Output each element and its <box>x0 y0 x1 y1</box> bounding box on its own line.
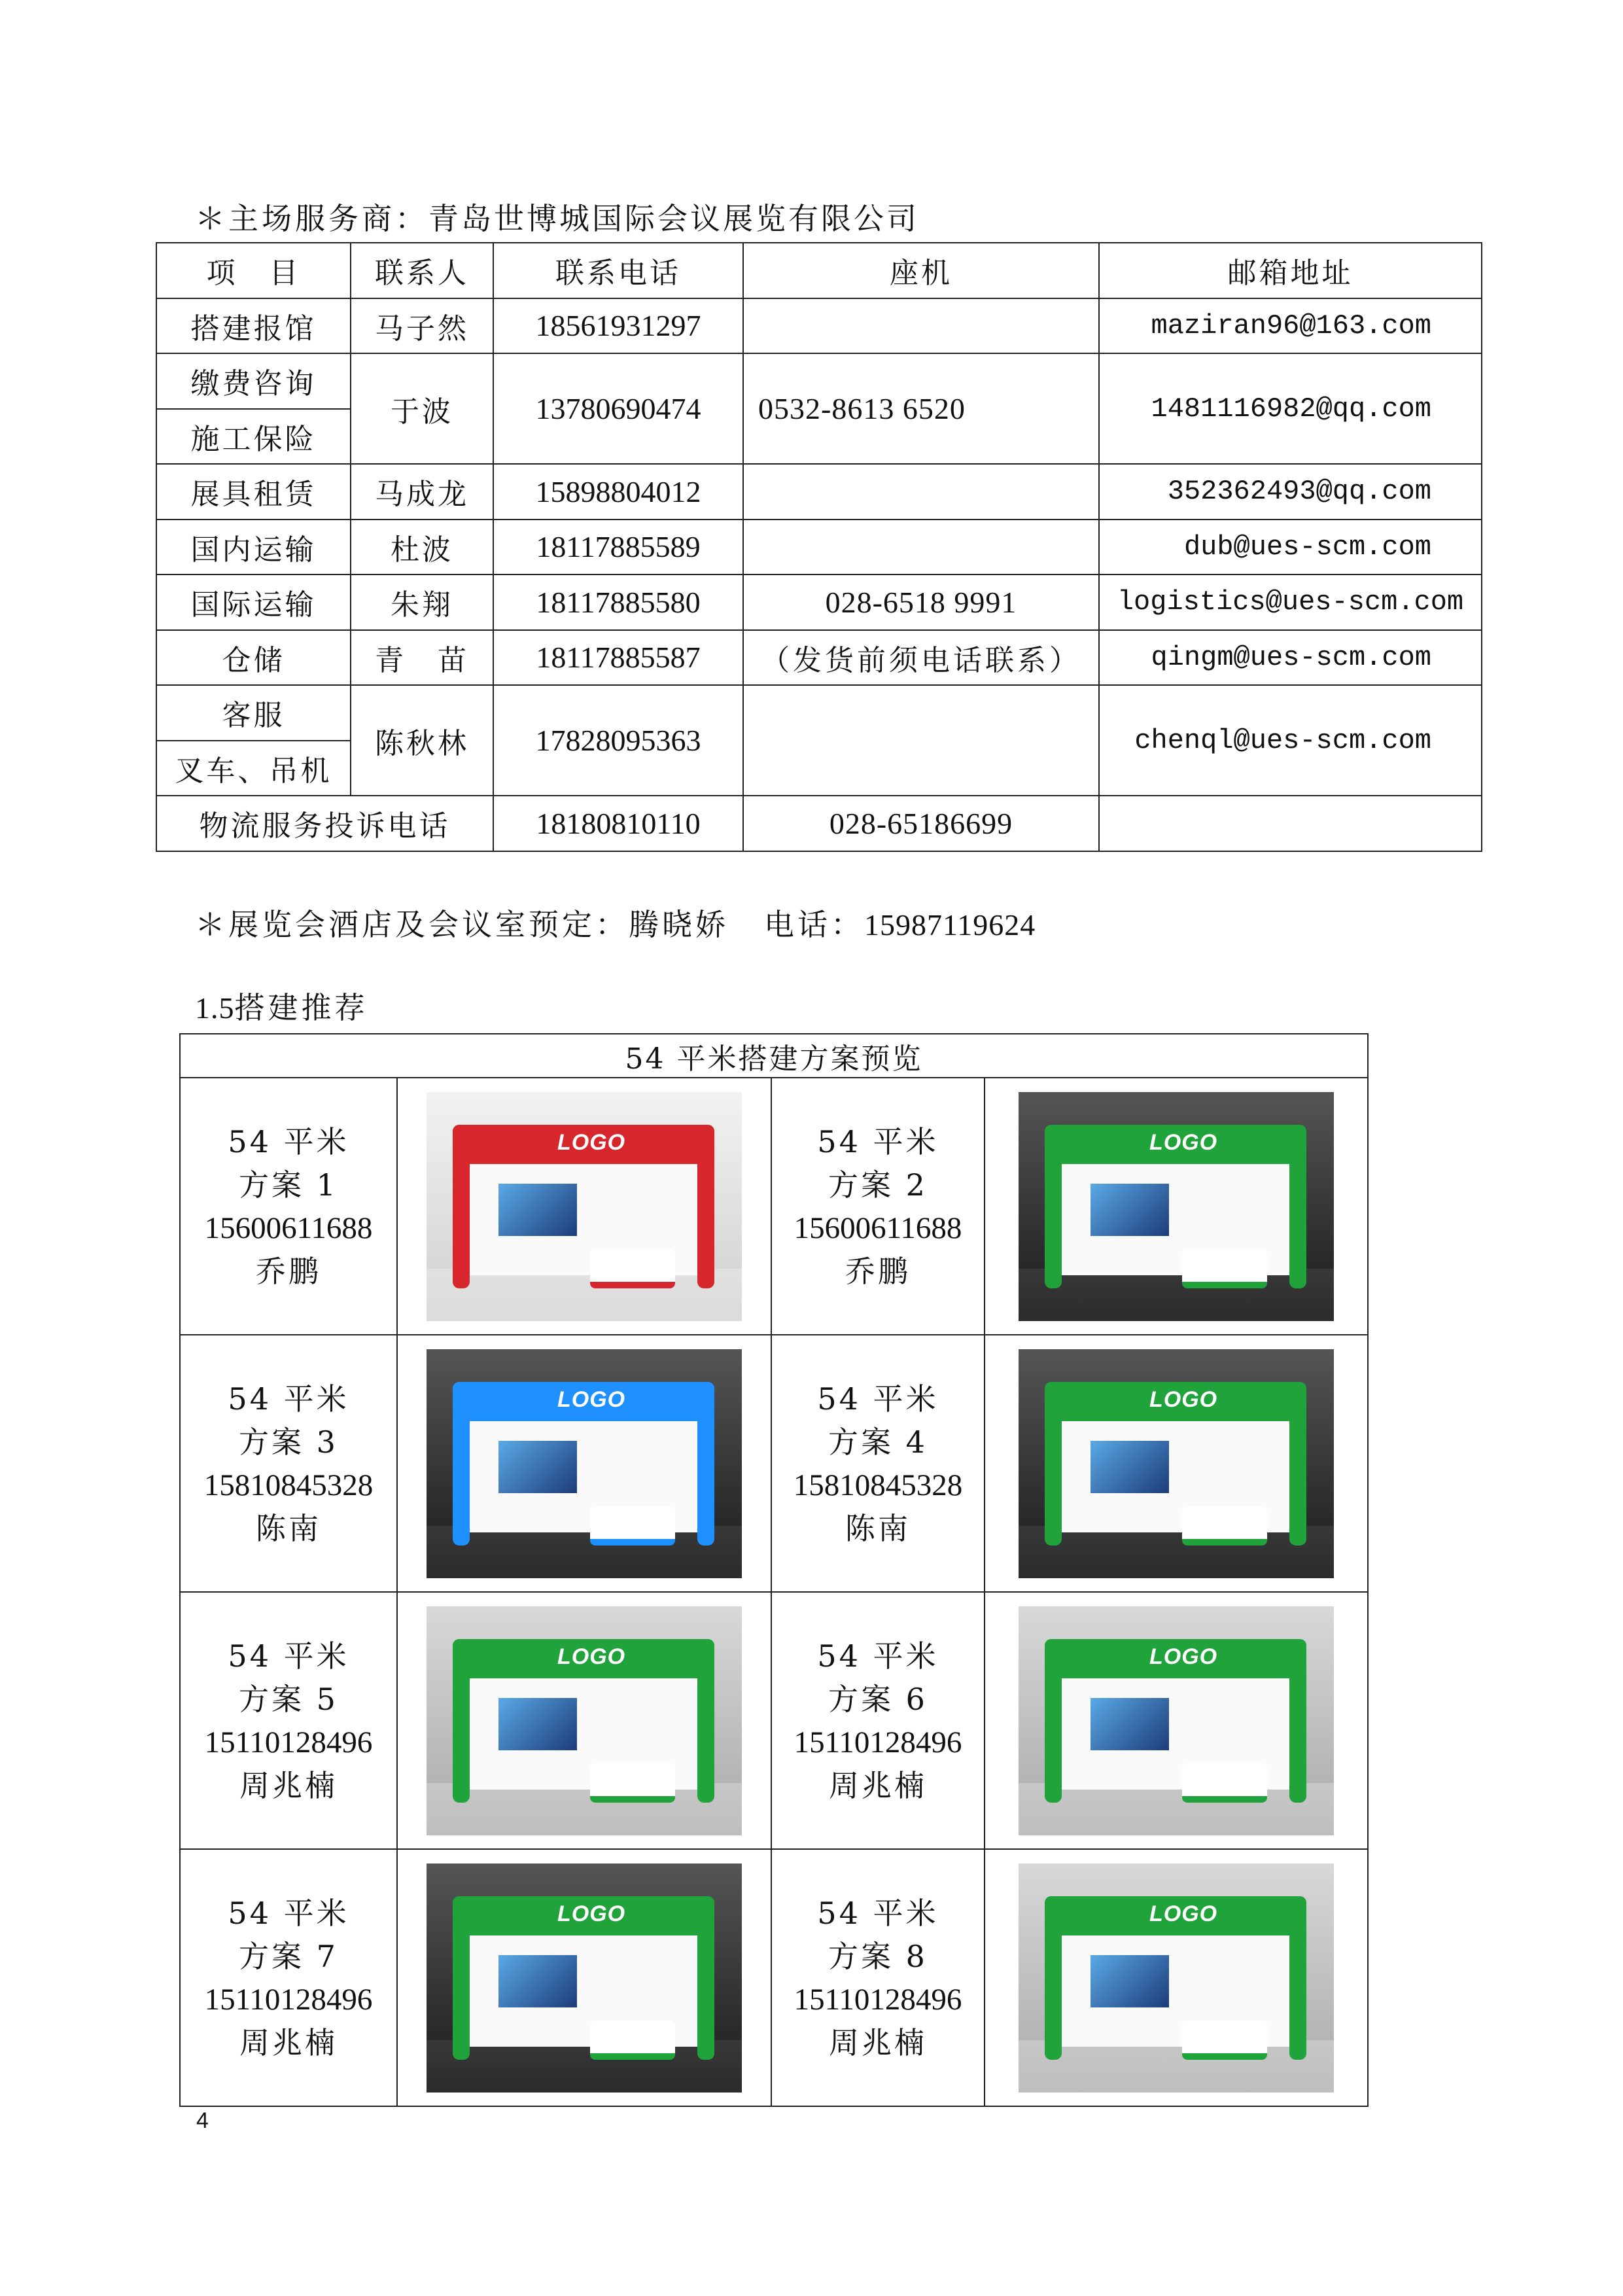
booth-render-image <box>427 1863 742 2093</box>
plan-plan: 方案 1 <box>239 1167 338 1203</box>
table-row <box>156 574 1482 630</box>
booth-pillar <box>1045 1125 1062 1288</box>
booth-reception-desk <box>590 2021 675 2060</box>
person-cell: 青 苗 <box>351 630 493 686</box>
plan-plan: 方案 3 <box>239 1424 338 1460</box>
booth-screen <box>1091 1698 1169 1750</box>
person-cell: 杜波 <box>351 520 493 575</box>
landline-cell <box>743 685 1099 796</box>
booth-logo: LOGO <box>557 1386 626 1412</box>
booth-render-image <box>1019 1092 1334 1321</box>
phone-cell: 15898804012 <box>493 464 743 520</box>
plan-plan: 方案 2 <box>828 1167 928 1203</box>
plan-render-cell <box>397 1592 771 1849</box>
table-row <box>156 353 1482 409</box>
bullet: ＊ <box>195 907 228 942</box>
plan-name: 乔鹏 <box>256 1253 321 1289</box>
phone-cell: 17828095363 <box>493 685 743 796</box>
hotel-label: 展览会酒店及会议室预定： <box>228 907 629 942</box>
booth-pillar <box>453 1639 470 1803</box>
plan-info-cell <box>180 1849 397 2106</box>
plan-info-cell <box>180 1592 397 1849</box>
header-phone: 联系电话 <box>493 243 743 298</box>
phone-cell: 18117885580 <box>493 574 743 630</box>
table-row <box>180 1592 1368 1849</box>
plan-info-cell <box>771 1592 985 1849</box>
plan-plan: 方案 6 <box>828 1681 928 1717</box>
email-cell: logistics@ues-scm.com <box>1099 574 1482 630</box>
plan-size: 54 平米 <box>228 1381 349 1417</box>
booth-screen <box>498 1441 577 1493</box>
table-row <box>156 520 1482 575</box>
build-plan-table <box>179 1033 1369 2107</box>
booth-floor <box>1019 1783 1334 1835</box>
phone-cell: 18180810110 <box>493 796 743 851</box>
plan-plan: 方案 8 <box>828 1938 928 1974</box>
booth-logo: LOGO <box>1149 1644 1218 1669</box>
phone-cell: 18561931297 <box>493 298 743 354</box>
booth-floor <box>427 1269 742 1321</box>
landline-note-cell: （发货前须电话联系） <box>743 630 1099 686</box>
booth-reception-desk <box>1182 1506 1267 1545</box>
booth-reception-desk <box>1182 1763 1267 1803</box>
booth-reception-desk <box>1182 1249 1267 1288</box>
service-label: 主场服务商： <box>228 201 428 236</box>
item-cell: 国际运输 <box>156 574 351 630</box>
landline-cell: 028-6518 9991 <box>743 574 1099 630</box>
plan-render-cell <box>397 1078 771 1335</box>
service-provider-heading <box>195 200 919 237</box>
bullet: ＊ <box>195 201 228 236</box>
plan-name: 周兆楠 <box>239 1767 338 1803</box>
item-cell: 展具租赁 <box>156 464 351 520</box>
landline-cell <box>743 298 1099 354</box>
landline-cell: 0532-8613 6520 <box>743 353 1099 464</box>
plan-info-cell <box>771 1335 985 1592</box>
booth-pillar <box>1289 1382 1306 1545</box>
booth-screen <box>498 1184 577 1236</box>
booth-pillar <box>697 1125 714 1288</box>
booth-reception-desk <box>590 1763 675 1803</box>
plan-name: 陈南 <box>845 1510 911 1546</box>
booth-pillar <box>697 1639 714 1803</box>
section-number: 1.5 <box>195 991 235 1025</box>
header-email: 邮箱地址 <box>1099 243 1482 298</box>
person-cell: 朱翔 <box>351 574 493 630</box>
header-landline: 座机 <box>743 243 1099 298</box>
booth-pillar <box>1045 1639 1062 1803</box>
booth-floor <box>1019 1269 1334 1321</box>
booth-pillar <box>453 1896 470 2060</box>
plan-name: 周兆楠 <box>829 1767 927 1803</box>
booth-reception-desk <box>1182 2021 1267 2060</box>
email-cell <box>1099 796 1482 851</box>
booth-screen <box>498 1955 577 2007</box>
booth-floor <box>1019 1526 1334 1578</box>
plan-info-cell <box>180 1078 397 1335</box>
booth-logo: LOGO <box>557 1644 626 1669</box>
plan-render-cell <box>985 1849 1368 2106</box>
plan-render-cell <box>397 1849 771 2106</box>
booth-reception-desk <box>590 1249 675 1288</box>
section-title: 搭建推荐 <box>234 990 368 1025</box>
booth-screen <box>1091 1441 1169 1493</box>
table-row <box>156 464 1482 520</box>
plan-size: 54 平米 <box>817 1123 939 1159</box>
hotel-phone-label: 电话： <box>764 907 864 942</box>
plan-info-cell <box>771 1078 985 1335</box>
email-cell: 1481116982@qq.com <box>1099 353 1482 464</box>
booth-pillar <box>1289 1125 1306 1288</box>
booth-pillar <box>1045 1382 1062 1545</box>
booth-pillar <box>697 1382 714 1545</box>
plan-size: 54 平米 <box>228 1638 349 1674</box>
plan-info-cell <box>771 1849 985 2106</box>
item-cell: 仓储 <box>156 630 351 686</box>
plan-phone: 15810845328 <box>203 1468 374 1502</box>
booth-render-image <box>427 1349 742 1578</box>
table-row <box>156 685 1482 741</box>
landline-cell: 028-65186699 <box>743 796 1099 851</box>
hotel-heading <box>195 906 1036 944</box>
table-header-row <box>156 243 1482 298</box>
item-cell: 缴费咨询 <box>156 353 351 409</box>
table-row <box>156 796 1482 851</box>
hotel-contact-name: 腾晓娇 <box>629 907 729 942</box>
item-cell: 客服 <box>156 685 351 741</box>
booth-render-image <box>1019 1349 1334 1578</box>
item-cell: 物流服务投诉电话 <box>156 796 493 851</box>
booth-pillar <box>697 1896 714 2060</box>
table-row <box>180 1849 1368 2106</box>
phone-cell: 18117885587 <box>493 630 743 686</box>
header-item: 项 目 <box>156 243 351 298</box>
plan-name: 陈南 <box>256 1510 321 1546</box>
plan-phone: 15810845328 <box>793 1468 963 1502</box>
item-cell: 国内运输 <box>156 520 351 575</box>
landline-cell <box>743 464 1099 520</box>
plan-phone: 15600611688 <box>794 1210 962 1245</box>
booth-screen <box>498 1698 577 1750</box>
booth-screen <box>1091 1955 1169 2007</box>
plan-phone: 15600611688 <box>204 1210 373 1245</box>
plan-phone: 15110128496 <box>204 1982 373 2017</box>
plan-size: 54 平米 <box>817 1895 939 1931</box>
booth-logo: LOGO <box>1149 1386 1218 1412</box>
plan-render-cell <box>985 1592 1368 1849</box>
table-row <box>180 1078 1368 1335</box>
booth-pillar <box>1289 1639 1306 1803</box>
table-row <box>156 298 1482 354</box>
booth-floor <box>1019 2040 1334 2093</box>
booth-logo: LOGO <box>557 1129 626 1155</box>
booth-screen <box>1091 1184 1169 1236</box>
email-cell: dub@ues-scm.com <box>1099 520 1482 575</box>
booth-render-image <box>1019 1863 1334 2093</box>
phone-cell: 13780690474 <box>493 353 743 464</box>
plan-info-cell <box>180 1335 397 1592</box>
booth-render-image <box>427 1606 742 1835</box>
booth-floor <box>427 2040 742 2093</box>
table-row <box>156 630 1482 686</box>
booth-reception-desk <box>590 1506 675 1545</box>
email-cell: 352362493@qq.com <box>1099 464 1482 520</box>
plan-size: 54 平米 <box>817 1381 939 1417</box>
plan-render-cell <box>985 1078 1368 1335</box>
header-person: 联系人 <box>351 243 493 298</box>
item-cell: 搭建报馆 <box>156 298 351 354</box>
plan-plan: 方案 5 <box>239 1681 338 1717</box>
person-cell: 马成龙 <box>351 464 493 520</box>
plan-phone: 15110128496 <box>204 1725 373 1759</box>
plan-render-cell <box>985 1335 1368 1592</box>
plan-plan: 方案 7 <box>239 1938 338 1974</box>
plan-size: 54 平米 <box>228 1895 349 1931</box>
item-cell: 叉车、吊机 <box>156 741 351 796</box>
plan-size: 54 平米 <box>817 1638 939 1674</box>
email-cell: chenql@ues-scm.com <box>1099 685 1482 796</box>
booth-pillar <box>1289 1896 1306 2060</box>
email-cell: maziran96@163.com <box>1099 298 1482 354</box>
person-cell: 陈秋林 <box>351 685 493 796</box>
plan-render-cell <box>397 1335 771 1592</box>
booth-logo: LOGO <box>1149 1901 1218 1926</box>
contact-table <box>156 242 1482 852</box>
hotel-phone: 15987119624 <box>864 908 1036 942</box>
plan-name: 周兆楠 <box>239 2024 338 2060</box>
item-cell: 施工保险 <box>156 409 351 465</box>
service-company: 青岛世博城国际会议展览有限公司 <box>428 201 919 236</box>
booth-render-image <box>1019 1606 1334 1835</box>
person-cell: 马子然 <box>351 298 493 354</box>
email-cell: qingm@ues-scm.com <box>1099 630 1482 686</box>
booth-logo: LOGO <box>557 1901 626 1926</box>
section-heading <box>195 989 368 1027</box>
booth-pillar <box>1045 1896 1062 2060</box>
plan-plan: 方案 4 <box>828 1424 928 1460</box>
booth-pillar <box>453 1125 470 1288</box>
landline-cell <box>743 520 1099 575</box>
plan-name: 周兆楠 <box>829 2024 927 2060</box>
booth-logo: LOGO <box>1149 1129 1218 1155</box>
booth-floor <box>427 1783 742 1835</box>
plan-phone: 15110128496 <box>794 1982 962 2017</box>
table-caption: 54 平米搭建方案预览 <box>180 1034 1368 1078</box>
plan-size: 54 平米 <box>228 1123 349 1159</box>
plan-phone: 15110128496 <box>794 1725 962 1759</box>
booth-floor <box>427 1526 742 1578</box>
person-cell: 于波 <box>351 353 493 464</box>
phone-cell: 18117885589 <box>493 520 743 575</box>
booth-render-image <box>427 1092 742 1321</box>
booth-pillar <box>453 1382 470 1545</box>
page-number: 4 <box>196 2108 209 2133</box>
table-row <box>180 1335 1368 1592</box>
plan-name: 乔鹏 <box>845 1253 911 1289</box>
